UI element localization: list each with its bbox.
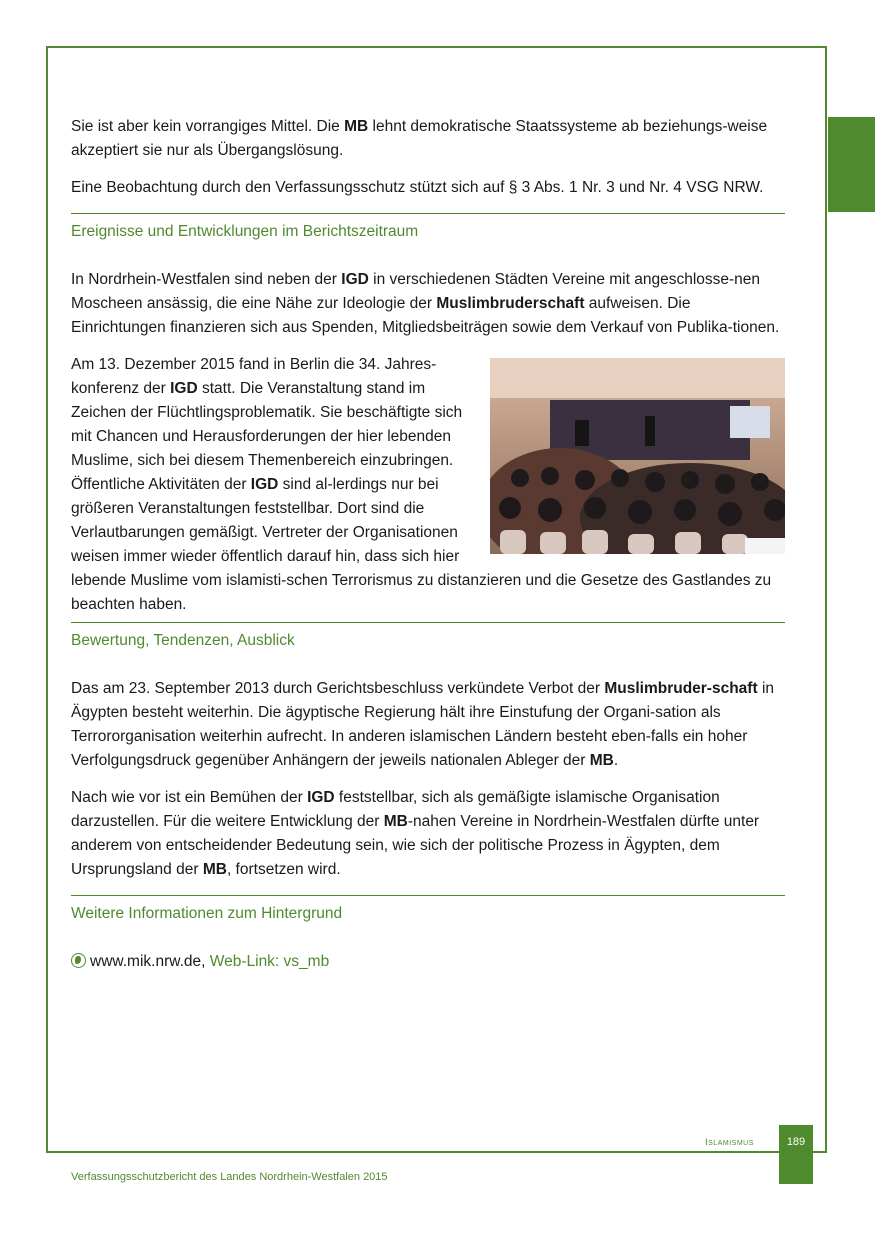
section-divider <box>71 213 785 214</box>
web-link[interactable]: Web-Link: vs_mb <box>209 953 330 970</box>
conference-photo <box>490 358 785 554</box>
chapter-tab <box>828 117 875 212</box>
web-url[interactable]: www.mik.nrw.de <box>90 953 202 970</box>
paragraph-conference-block: Am 13. Dezember 2015 fand in Berlin die 34. Jahres-konferenz der IGD statt. Die Veranstaltung stand im Zeichen der Flüchtlingsproblematik. Sie beschäftigte sich mit Chancen und Herausforderungen der hier lebenden Muslime, sich bei diesem Themenbereich einzubringen. Öffentliche Aktivitäten der IGD sind al-lerdings nur bei größeren Veranstaltungen feststellbar. Dort sind die Verlautbarungen gemäßigt. Vertreter der Organisationen weisen immer wieder öffentlich darauf hin, dass sich hier lebende Muslime vom islamisti-schen Terrorismus zu distanzieren und die Gesetze des Gastlandes zu beachten haben. <box>71 353 785 617</box>
web-reference: www.mik.nrw.de, Web-Link: vs_mb <box>71 950 785 974</box>
heading-events: Ereignisse und Entwicklungen im Berichtszeitraum <box>71 223 419 240</box>
paragraph-outlook: Nach wie vor ist ein Bemühen der IGD feststellbar, sich als gemäßigte islamische Organisation darzustellen. Für die weitere Entwicklung der MB-nahen Vereine in Nordrhein-Westfalen dürfte unter anderem von entscheidender Bedeutung sein, wie sich der politische Prozess in Ägypten, dem Ursprungsland der MB, fortsetzen wird. <box>71 789 760 878</box>
paragraph-legal-basis: Eine Beobachtung durch den Verfassungsschutz stützt sich auf § 3 Abs. 1 Nr. 3 und Nr. 4 VSG NRW. <box>71 179 764 196</box>
main-content <box>71 115 785 974</box>
section-divider <box>71 895 785 896</box>
heading-assessment: Bewertung, Tendenzen, Ausblick <box>71 632 295 649</box>
section-label: Islamismus <box>705 1137 754 1148</box>
section-divider <box>71 622 785 623</box>
heading-more-info: Weitere Informationen zum Hintergrund <box>71 905 343 922</box>
paragraph-intro: Sie ist aber kein vorrangiges Mittel. Die MB lehnt demokratische Staatssysteme ab beziehungs-weise akzeptiert sie nur als Übergangslösung. <box>71 118 768 159</box>
publisher-line: Verfassungsschutzbericht des Landes Nordrhein-Westfalen 2015 <box>71 1171 388 1183</box>
globe-icon <box>71 953 86 968</box>
paragraph-associations: In Nordrhein-Westfalen sind neben der IGD in verschiedenen Städten Vereine mit angeschlosse-nen Moscheen ansässig, die eine Nähe zur Ideologie der Muslimbruderschaft aufweisen. Die Einrichtungen finanzieren sich aus Spenden, Mitgliedsbeiträgen sowie dem Verkauf von Publika-tionen. <box>71 271 780 336</box>
page-number: 189 <box>779 1125 813 1184</box>
paragraph-ban: Das am 23. September 2013 durch Gerichtsbeschluss verkündete Verbot der Muslimbruder-schaft in Ägypten besteht weiterhin. Die ägyptische Regierung hält ihre Einstufung der Organi-sation als Terrororganisation weiterhin aufrecht. In anderen islamischen Ländern besteht eben-falls ein hoher Verfolgungsdruck gegenüber Anhängern der jeweils nationalen Ableger der MB. <box>71 680 775 769</box>
